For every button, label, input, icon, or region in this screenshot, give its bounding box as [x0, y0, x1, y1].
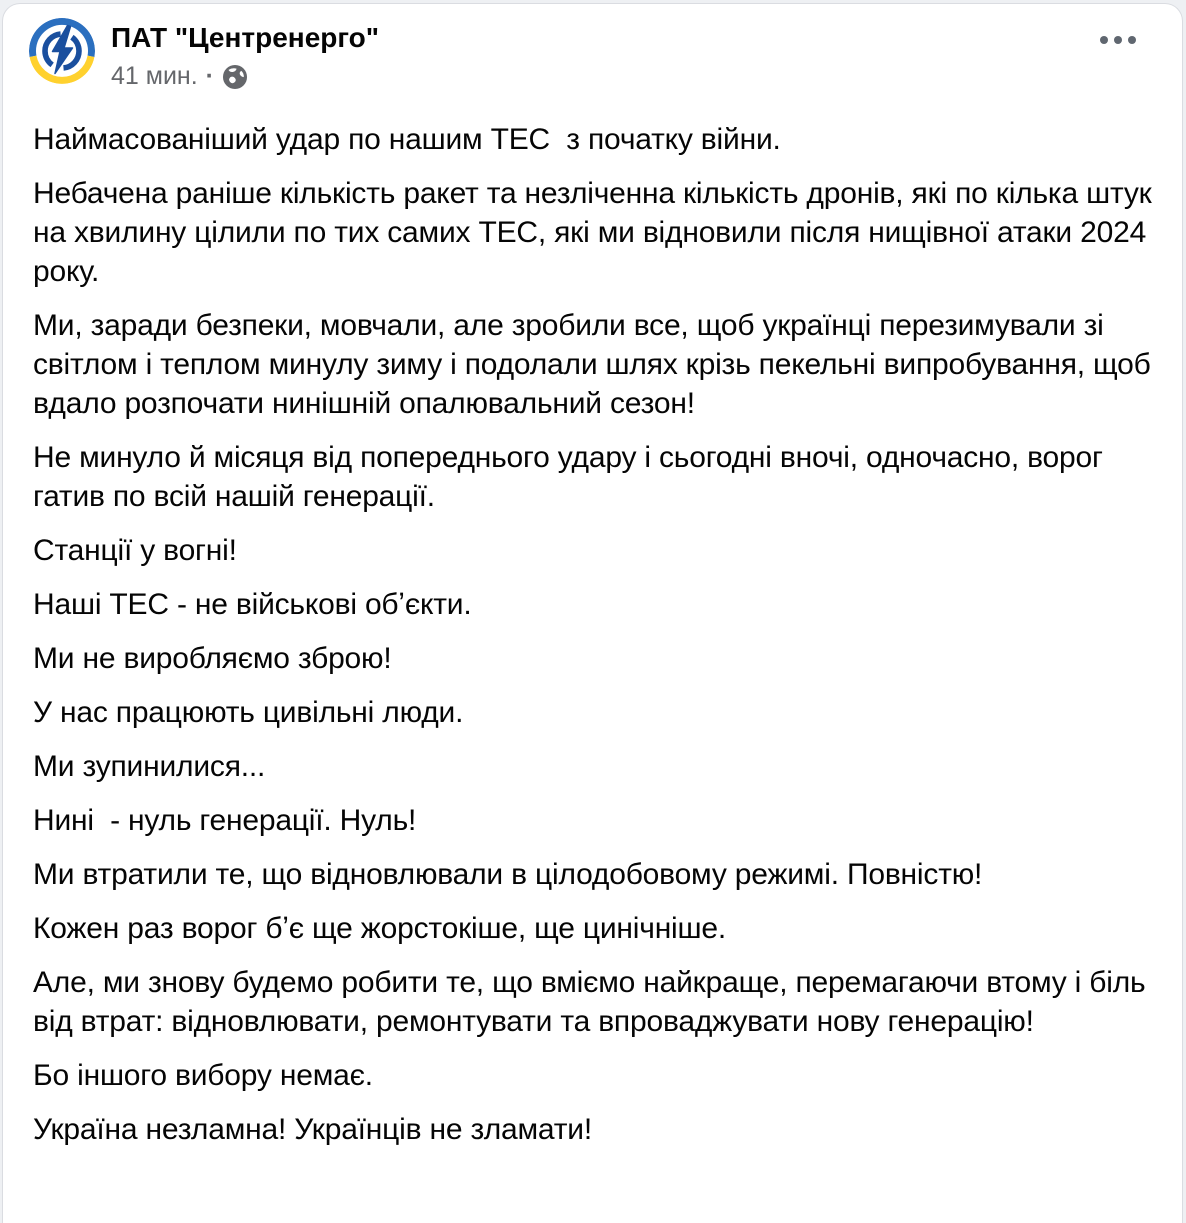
post-paragraph: Кожен раз ворог бʼє ще жорстокіше, ще цинічніше.: [33, 912, 727, 945]
globe-public-icon: [222, 64, 248, 90]
post-paragraph: Небачена раніше кількість ракет та незліченна кількість дронів, які по кілька штук на хвилину цілили по тих самих ТЕС, які ми відновили після нищівної атаки 2024 року.: [33, 177, 1160, 288]
facebook-post-card: [2, 3, 1183, 1223]
post-text: [3, 91, 1182, 1149]
post-paragraph: Бо іншого вибору немає.: [33, 1059, 373, 1092]
ellipsis-dot: [1114, 36, 1122, 44]
post-paragraph: Україна незламна! Українців не зламати!: [33, 1113, 592, 1146]
post-timestamp[interactable]: 41 мин.: [111, 62, 198, 90]
post-paragraph: Ми втратили те, що відновлювали в цілодобовому режимі. Повністю!: [33, 858, 983, 891]
post-paragraph: Не минуло й місяця від попереднього удару і сьогодні вночі, одночасно, ворог гатив по всій нашій генерації.: [33, 441, 1111, 513]
centrenergo-logo-avatar[interactable]: [29, 18, 95, 84]
ellipsis-dot: [1128, 36, 1136, 44]
post-paragraph: Наші ТЕС - не військові обʼєкти.: [33, 588, 472, 621]
post-paragraph: Ми, заради безпеки, мовчали, але зробили все, щоб українці перезимували зі світлом і теплом минулу зиму і подолали шлях крізь пекельні випробування, щоб вдало розпочати нинішній опалювальний сезон!: [33, 309, 1159, 420]
post-paragraph: Нині - нуль генерації. Нуль!: [33, 804, 417, 837]
post-meta: [111, 61, 379, 91]
page-name-link[interactable]: ПАТ "Центренерго": [111, 22, 380, 53]
meta-separator: ·: [205, 62, 214, 90]
post-paragraph: Але, ми знову будемо робити те, що вміємо найкраще, перемагаючи втому і біль від втрат: відновлювати, ремонтувати та впроваджувати нову генерацію!: [33, 966, 1154, 1038]
post-paragraph: Станції у вогні!: [33, 534, 237, 567]
ellipsis-dot: [1100, 36, 1108, 44]
post-header-text: [111, 18, 379, 91]
post-paragraph: Ми зупинилися...: [33, 750, 266, 783]
post-header: [3, 4, 1182, 91]
post-paragraph: Ми не виробляємо зброю!: [33, 642, 392, 675]
post-paragraph: Наймасованіший удар по нашим ТЕС з початку війни.: [33, 123, 781, 156]
post-paragraph: У нас працюють цивільні люди.: [33, 696, 464, 729]
post-options-button[interactable]: [1094, 30, 1142, 50]
